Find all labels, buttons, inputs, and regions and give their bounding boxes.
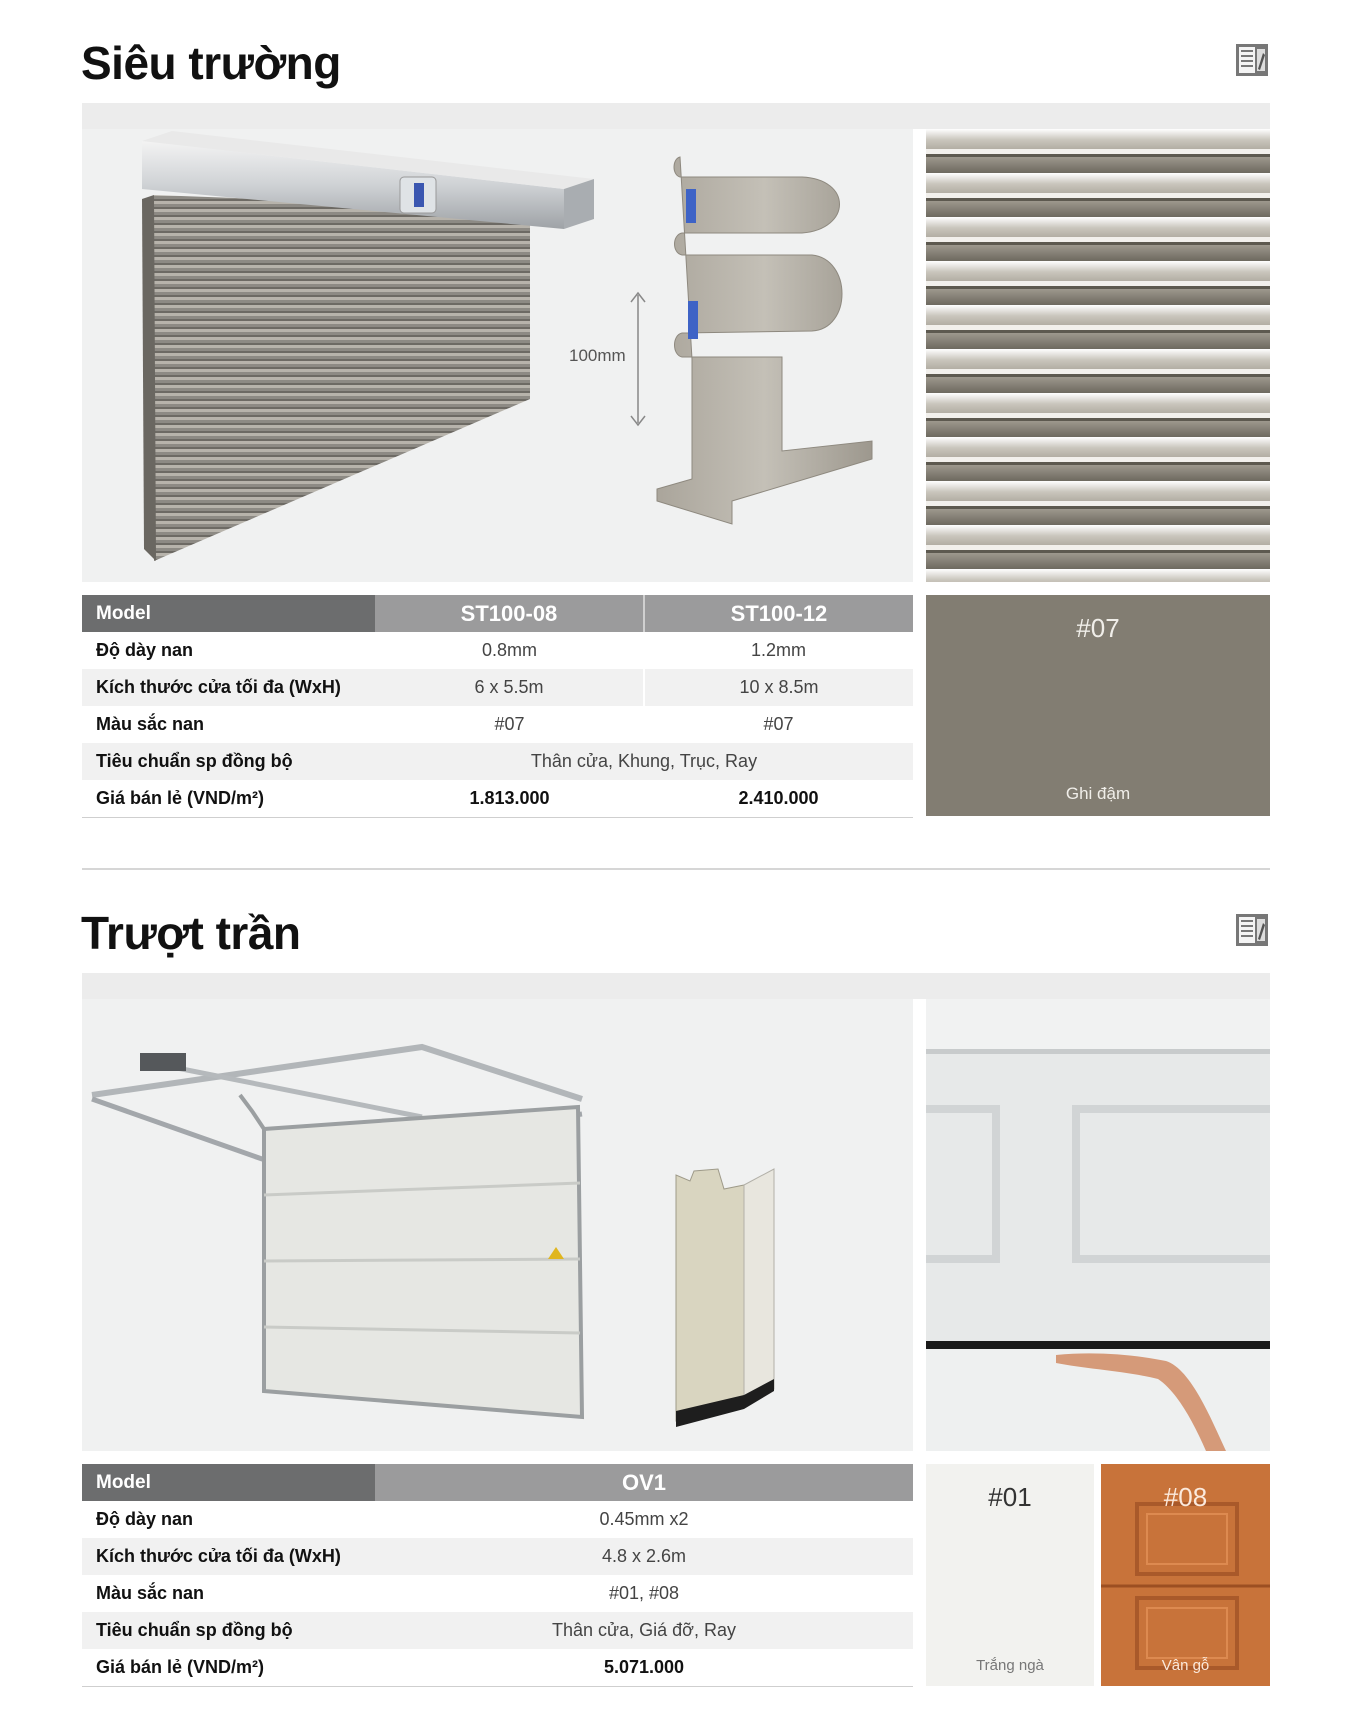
door-panel-closeup: [926, 999, 1270, 1451]
row-label: Giá bán lẻ (VND/m²): [82, 780, 375, 817]
row-label: Độ dày nan: [96, 640, 194, 660]
table-cell: Thân cửa, Giá đỡ, Ray: [375, 1612, 913, 1649]
price-cell: 5.071.000: [375, 1649, 913, 1686]
table-header-model: ST100-12: [644, 595, 913, 632]
table-cell: 1.2mm: [750, 640, 806, 660]
row-label: Màu sắc nan: [96, 714, 205, 734]
catalog-icon: [1235, 913, 1269, 947]
section-title-truot-tran: Trượt trần: [81, 907, 301, 959]
price-cell: 2.410.000: [644, 780, 913, 817]
table-cell: 0.45mm x2: [599, 1509, 689, 1529]
table-header-label: Model: [82, 595, 375, 632]
swatch-code: #07: [1076, 613, 1120, 643]
table-cell: #01, #08: [608, 1583, 680, 1603]
section-header-strip: [82, 103, 1270, 129]
swatch-name: Ghi đậm: [1065, 784, 1131, 803]
swatch-code: #01: [988, 1482, 1032, 1512]
table-cell: 6 x 5.5m: [375, 669, 644, 706]
table-header-model: ST100-08: [375, 595, 644, 632]
table-cell: Thân cửa, Khung, Trục, Ray: [375, 743, 913, 780]
color-swatch-07: [926, 595, 1270, 816]
row-label: Màu sắc nan: [96, 1583, 205, 1603]
row-label: Kích thước cửa tối đa (WxH): [82, 1538, 375, 1575]
product-image-sectional-door: [82, 999, 913, 1451]
row-label: Kích thước cửa tối đa (WxH): [82, 669, 375, 706]
table-header-model: OV1: [375, 1464, 913, 1501]
row-label: Giá bán lẻ (VND/m²): [82, 1649, 375, 1686]
color-swatch-01: [926, 1464, 1094, 1686]
swatch-code: #08: [1163, 1482, 1208, 1512]
row-label: Tiêu chuẩn sp đồng bộ: [82, 743, 375, 780]
table-cell: 4.8 x 2.6m: [375, 1538, 913, 1575]
product-image-rolling-door: [82, 129, 913, 582]
table-cell: #07: [494, 714, 525, 734]
color-swatch-08: [1101, 1464, 1270, 1686]
spec-table-truot-tran: [82, 1464, 913, 1687]
swatch-name: Trắng ngà: [976, 1657, 1044, 1674]
slat-texture-closeup: [926, 129, 1270, 582]
catalog-icon: [1235, 43, 1269, 77]
section-header-strip: [82, 973, 1270, 999]
spec-table-sieu-truong: [82, 595, 913, 818]
price-cell: 1.813.000: [375, 780, 644, 817]
table-header-label: Model: [82, 1464, 375, 1501]
section-title-sieu-truong: Siêu trường: [81, 37, 341, 89]
table-cell: 10 x 8.5m: [644, 669, 913, 706]
section-divider: [82, 868, 1270, 870]
row-label: Tiêu chuẩn sp đồng bộ: [82, 1612, 375, 1649]
swatch-name: Vân gỗ: [1161, 1657, 1210, 1674]
table-cell: 0.8mm: [481, 640, 537, 660]
table-cell: #07: [763, 714, 794, 734]
row-label: Độ dày nan: [96, 1509, 194, 1529]
dimension-label: 100mm: [569, 346, 626, 365]
